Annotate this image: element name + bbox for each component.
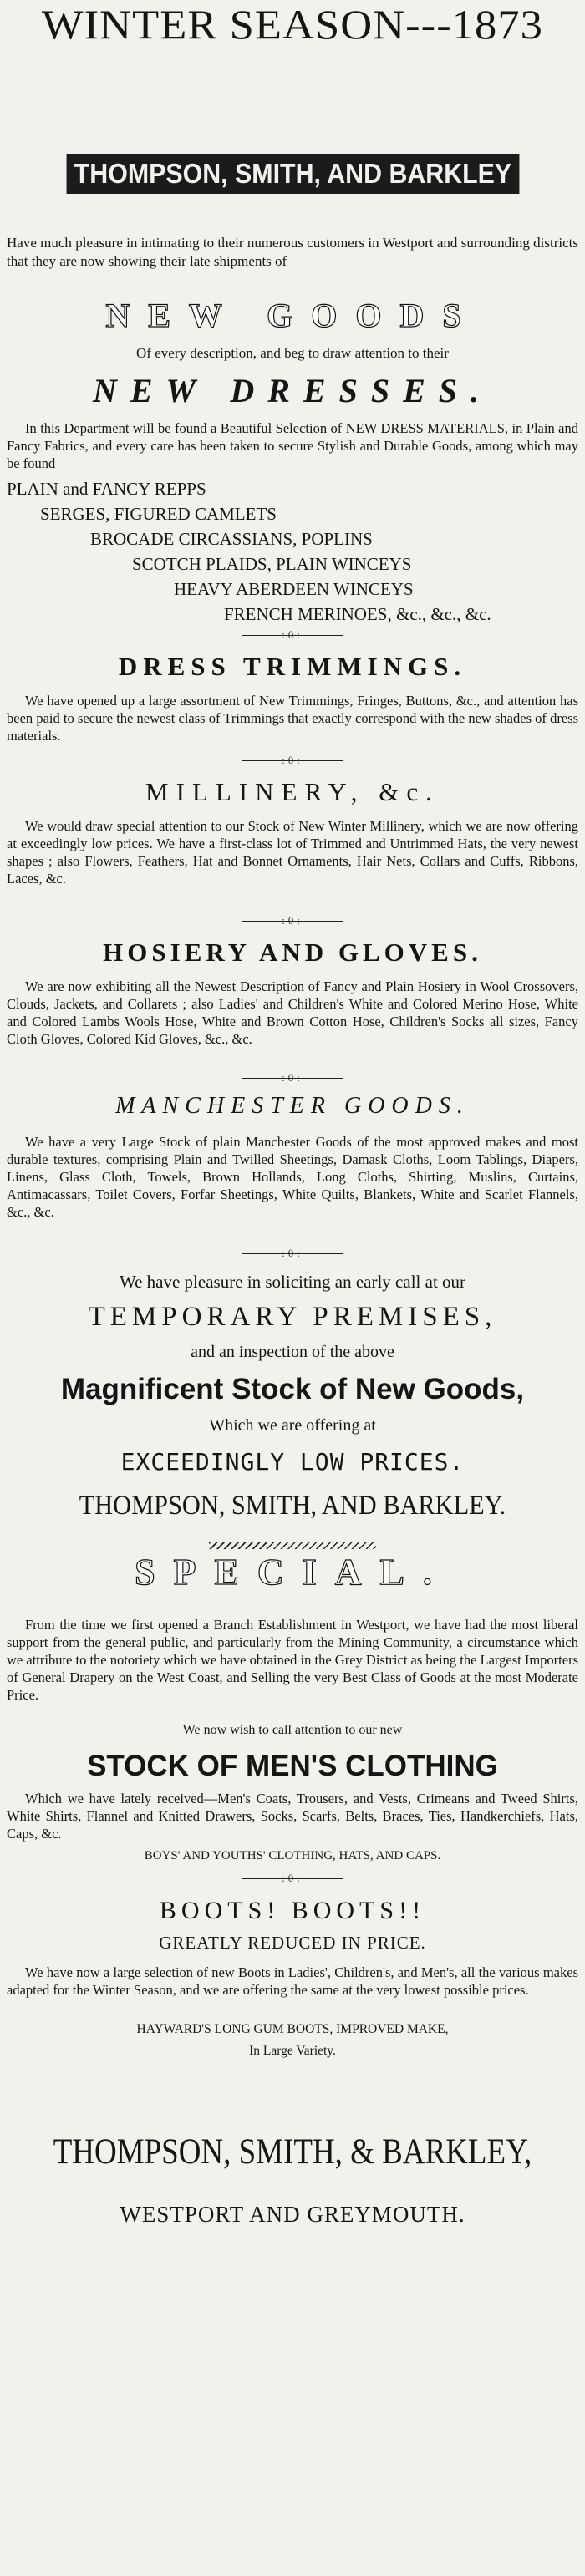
new-dresses-heading: NEW DRESSES. bbox=[92, 372, 493, 409]
divider-mark: :0: bbox=[282, 1872, 303, 1884]
hayward-boots bbox=[7, 2020, 578, 2060]
hosiery-text: We are now exhibiting all the Newest Description of Fancy and Plain Hosiery in Wool Crossovers, Clouds, Jackets, and Collarets ; also Ladies' and Children's White and Colored Merino Hose, White and Colored Lambs Wools Hose, White and Brown Cotton Hose, Children's Socks all sizes, Fancy Cloth Gloves, Colored Kid Gloves, &c., &c. bbox=[7, 978, 578, 1047]
list-item: SCOTCH PLAIDS, PLAIN WINCEYS bbox=[132, 554, 412, 574]
list-item: FRENCH MERINOES, &c., &c., &c. bbox=[224, 604, 491, 624]
intro bbox=[7, 234, 578, 271]
call-attention-text: We now wish to call attention to our new bbox=[182, 1723, 403, 1737]
section-divider bbox=[7, 914, 578, 928]
boots-reduced: GREATLY REDUCED IN PRICE. bbox=[159, 1933, 426, 1953]
trimmings-text: We have opened up a large assortment of New Trimmings, Fringes, Buttons, &c., and attention has been paid to secure the newest class of Trimmings that exactly correspond with the new shades of dress materials. bbox=[7, 693, 578, 744]
variety-text: In Large Variety. bbox=[249, 2044, 336, 2058]
boots-heading: BOOTS! BOOTS!! bbox=[159, 1897, 426, 1924]
boys-clothing bbox=[7, 1847, 578, 1865]
firm-name: THOMPSON, SMITH, AND BARKLEY bbox=[66, 154, 519, 194]
firm-banner bbox=[7, 154, 578, 194]
intro-text: Have much pleasure in intimating to their numerous customers in Westport and surrounding districts that they are now showing their late shipments of bbox=[7, 235, 578, 269]
hosiery-body bbox=[7, 978, 578, 1048]
header bbox=[7, 0, 578, 48]
millinery-text: We would draw special attention to our Stock of New Winter Millinery, which we are now offering at exceedingly low prices. We have a first-class lot of Trimmed and Untrimmed Hats, the very newest shapes ; also Flowers, Feathers, Hat and Bonnet Ornaments, Hair Nets, Collars and Cuffs, Ribbons, Laces, &c. bbox=[7, 818, 578, 887]
mens-heading: STOCK OF MEN'S CLOTHING bbox=[87, 1750, 498, 1782]
list-item: HEAVY ABERDEEN WINCEYS bbox=[174, 579, 414, 599]
millinery-heading: MILLINERY, &c. bbox=[145, 777, 440, 806]
premises-line3: Which we are offering at bbox=[209, 1416, 376, 1435]
divider-rule bbox=[242, 1253, 343, 1254]
new-goods-heading: NEW GOODS bbox=[105, 297, 480, 334]
premises-section bbox=[7, 1270, 578, 1526]
divider-mark: :0: bbox=[282, 1247, 303, 1259]
mens-section bbox=[7, 1746, 578, 1786]
premises-heading: TEMPORARY PREMISES, bbox=[88, 1302, 497, 1332]
section-divider bbox=[7, 628, 578, 643]
call-attention bbox=[7, 1721, 578, 1740]
manchester-heading: MANCHESTER GOODS. bbox=[115, 1093, 470, 1119]
manchester-body bbox=[7, 1133, 578, 1221]
divider-mark: :0: bbox=[282, 628, 303, 641]
section-divider bbox=[7, 754, 578, 768]
footer-firm: THOMPSON, SMITH, & BARKLEY, bbox=[53, 2132, 532, 2172]
manchester-section bbox=[7, 1090, 578, 1123]
boots-body bbox=[7, 1964, 578, 1999]
special-body bbox=[7, 1616, 578, 1704]
page-title: WINTER SEASON---1873 bbox=[42, 1, 543, 48]
special-text: From the time we first opened a Branch Establishment in Westport, we have had the most liberal support from the general public, and particularly from the Mining Community, a circumstance which we attribute to the notoriety which we have obtained in the Grey District as being the Largest Importers of General Drapery on the West Coast, and Selling the very Best Class of Goods at the most Moderate Price. bbox=[7, 1617, 578, 1703]
footer bbox=[7, 2122, 578, 2231]
low-prices: EXCEEDINGLY LOW PRICES. bbox=[120, 1448, 465, 1476]
boys-clothing-text: BOYS' AND YOUTHS' CLOTHING, HATS, AND CAPS. bbox=[144, 1849, 441, 1862]
trimmings-heading: DRESS TRIMMINGS. bbox=[118, 652, 467, 681]
trimmings-body bbox=[7, 692, 578, 744]
list-item: SERGES, FIGURED CAMLETS bbox=[40, 504, 277, 524]
new-dresses-text: In this Department will be found a Beautiful Selection of NEW DRESS MATERIALS, in Plain and Fancy Fabrics, and every care has been taken to secure Stylish and Durable Goods, among which may be found bbox=[7, 420, 578, 471]
section-divider bbox=[7, 1071, 578, 1085]
premises-line2: and an inspection of the above bbox=[191, 1343, 394, 1361]
dress-materials-list bbox=[7, 476, 578, 627]
trimmings-section bbox=[7, 650, 578, 683]
millinery-section bbox=[7, 775, 578, 809]
list-item: BROCADE CIRCASSIANS, POPLINS bbox=[90, 529, 373, 549]
every-description bbox=[7, 344, 578, 362]
boots-section bbox=[7, 1893, 578, 1955]
premises-firm: THOMPSON, SMITH, AND BARKLEY. bbox=[79, 1491, 506, 1521]
special-section bbox=[7, 1542, 578, 1596]
section-divider bbox=[7, 1872, 578, 1886]
list-item: PLAIN and FANCY REPPS bbox=[7, 479, 206, 499]
hosiery-section bbox=[7, 936, 578, 969]
divider-mark: :0: bbox=[282, 914, 303, 927]
special-heading: SPECIAL. bbox=[135, 1552, 450, 1593]
section-divider bbox=[7, 1247, 578, 1261]
bleed-through-text: · · · · · · · · · · · bbox=[251, 50, 343, 60]
new-goods-banner bbox=[7, 297, 578, 334]
premises-line1: We have pleasure in soliciting an early call at our bbox=[119, 1272, 466, 1292]
hayward-text: HAYWARD'S LONG GUM BOOTS, IMPROVED MAKE, bbox=[136, 2022, 449, 2036]
divider-rule bbox=[242, 1078, 343, 1079]
new-dresses-body bbox=[7, 419, 578, 472]
mens-body bbox=[7, 1790, 578, 1842]
divider-rule bbox=[242, 921, 343, 922]
divider-mark: :0: bbox=[282, 754, 303, 766]
boots-text: We have now a large selection of new Boots in Ladies', Children's, and Men's, all the various makes adapted for the Winter Season, and we are offering the same at the very lowest possible prices. bbox=[7, 1964, 578, 1998]
divider-mark: :0: bbox=[282, 1071, 303, 1084]
wavy-rule bbox=[209, 1542, 376, 1549]
every-description-text: Of every description, and beg to draw attention to their bbox=[136, 345, 449, 361]
mens-text: Which we have lately received—Men's Coats, Trousers, and Vests, Crimeans and Tweed Shirts, White Shirts, Flannel and Knitted Drawers, Socks, Scarfs, Belts, Braces, Ties, Handkerchiefs, Hats, Caps, &c. bbox=[7, 1791, 578, 1842]
new-dresses-section bbox=[7, 371, 578, 411]
divider-rule bbox=[242, 635, 343, 636]
divider-rule bbox=[242, 1878, 343, 1879]
millinery-body bbox=[7, 817, 578, 887]
manchester-text: We have a very Large Stock of plain Manchester Goods of the most approved makes and most durable textures, comprising Plain and Twilled Sheetings, Damask Cloths, Loom Tablings, Diapers, Linens, Glass Cloth, Towels, Brown Hollands, Long Cloths, Shirting, Muslins, Curtains, Antimacassars, Toilet Covers, Forfar Sheetings, White Quilts, Blankets, White and Scarlet Flannels, &c., &c. bbox=[7, 1134, 578, 1220]
divider-rule bbox=[242, 760, 343, 761]
hosiery-heading: HOSIERY AND GLOVES. bbox=[103, 937, 482, 967]
magnificent-stock: Magnificent Stock of New Goods, bbox=[60, 1373, 525, 1405]
footer-location: WESTPORT AND GREYMOUTH. bbox=[120, 2202, 465, 2227]
